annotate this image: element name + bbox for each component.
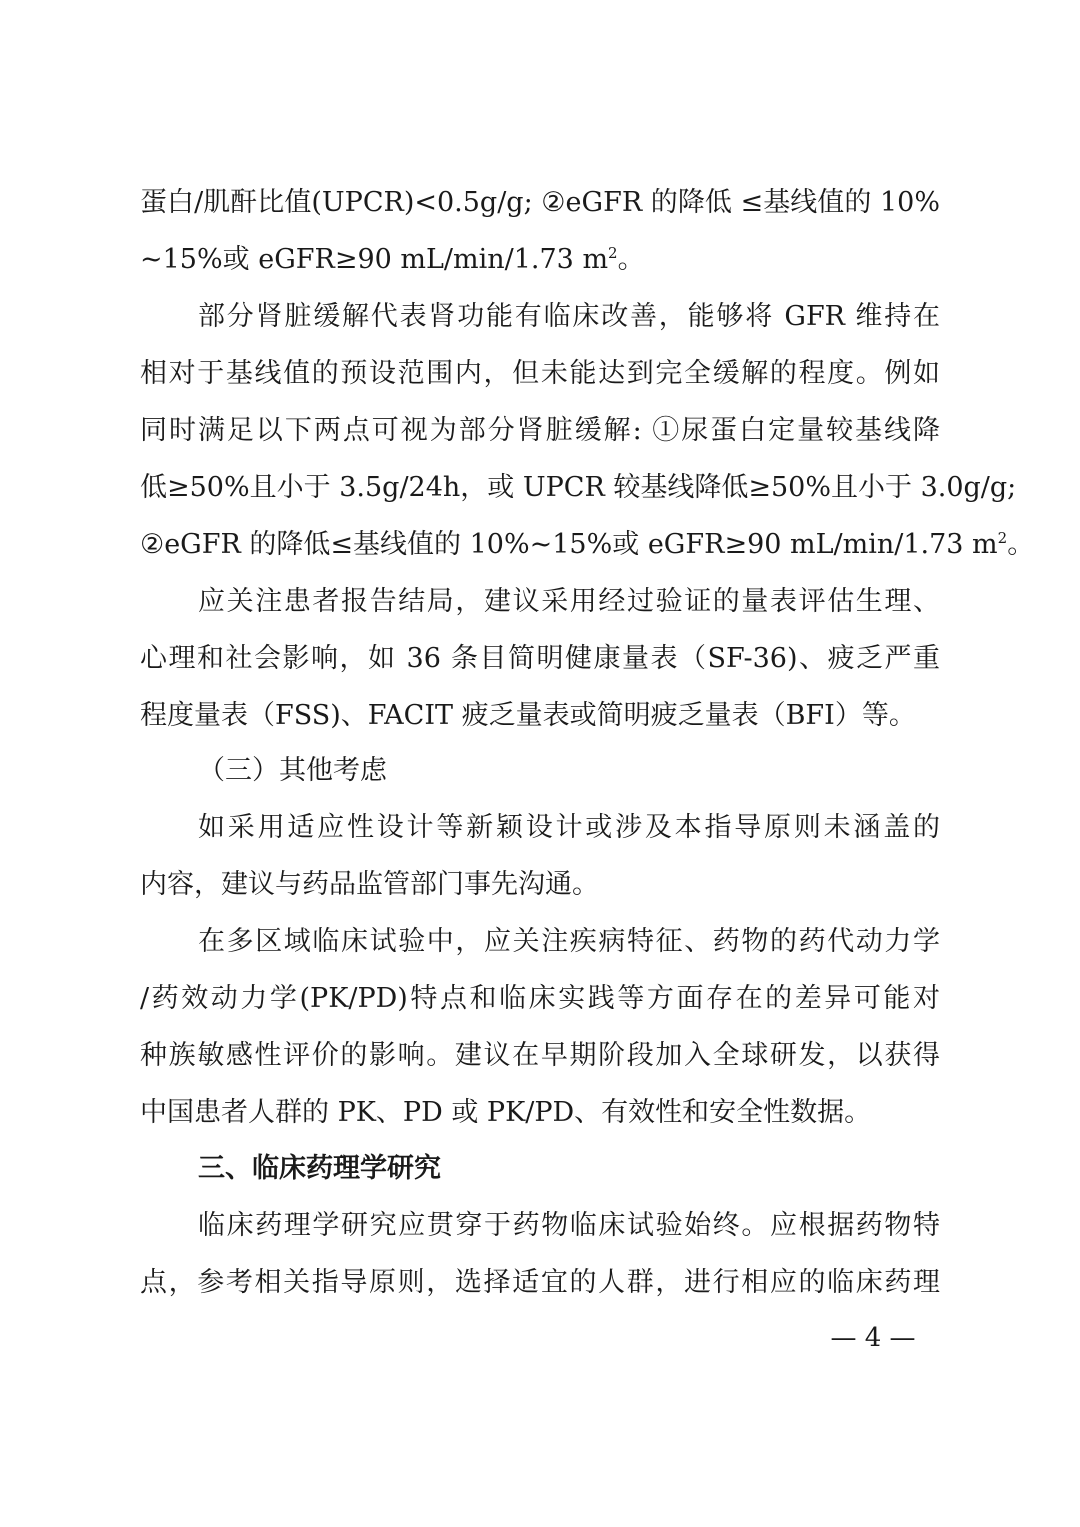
superscript: 2 (608, 244, 618, 262)
paragraph-pro-line: 应关注患者报告结局，建议采用经过验证的量表评估生理、 (198, 586, 940, 617)
text-segment: ②eGFR 的降低≤基线值的 10%~15%或 eGFR≥90 mL/min/1.73 m (140, 529, 998, 560)
paragraph-partial-remission-line (140, 525, 1035, 565)
text-segment: 。 (617, 244, 645, 275)
paragraph-partial-remission-line: 相对于基线值的预设范围内，但未能达到完全缓解的程度。例如 (140, 358, 940, 389)
subsection-heading: （三）其他考虑 (198, 755, 387, 786)
paragraph-clinical-pharmacology-line: 临床药理学研究应贯穿于药物临床试验始终。应根据药物特 (198, 1210, 940, 1241)
paragraph-partial-remission-line: 同时满足以下两点可视为部分肾脏缓解: ①尿蛋白定量较基线降 (140, 415, 940, 446)
paragraph-mrct-line: 种族敏感性评价的影响。建议在早期阶段加入全球研发，以获得 (140, 1040, 940, 1071)
paragraph-mrct-line: 中国患者人群的 PK、PD 或 PK/PD、有效性和安全性数据。 (140, 1097, 872, 1128)
text-segment: ~15%或 eGFR≥90 mL/min/1.73 m (140, 244, 609, 275)
text-segment: 。 (1007, 529, 1035, 560)
body-text-line (140, 240, 940, 280)
paragraph-mrct-line: 在多区域临床试验中，应关注疾病特征、药物的药代动力学 (198, 926, 940, 957)
paragraph-partial-remission-line: 部分肾脏缓解代表肾功能有临床改善，能够将 GFR 维持在 (198, 301, 940, 332)
superscript: 2 (997, 529, 1008, 547)
paragraph-mrct-line: /药效动力学(PK/PD)特点和临床实践等方面存在的差异可能对 (140, 983, 940, 1014)
section-heading: 三、临床药理学研究 (198, 1153, 441, 1184)
paragraph-pro-line: 心理和社会影响，如 36 条目简明健康量表（SF-36)、疲乏严重 (140, 643, 940, 674)
paragraph-adaptive-design-line: 如采用适应性设计等新颖设计或涉及本指导原则未涵盖的 (198, 812, 940, 843)
paragraph-partial-remission-line: 低≥50%且小于 3.5g/24h，或 UPCR 较基线降低≥50%且小于 3.0g/g; (140, 472, 1017, 503)
paragraph-clinical-pharmacology-line: 点，参考相关指导原则，选择适宜的人群，进行相应的临床药理 (140, 1267, 940, 1298)
page-number: — 4 — (830, 1323, 916, 1353)
paragraph-pro-line: 程度量表（FSS)、FACIT 疲乏量表或简明疲乏量表（BFI）等。 (140, 700, 916, 731)
body-text-line: 蛋白/肌酐比值(UPCR)<0.5g/g; ②eGFR 的降低 ≤基线值的 10% (140, 187, 940, 218)
paragraph-adaptive-design-line: 内容，建议与药品监管部门事先沟通。 (140, 869, 599, 900)
